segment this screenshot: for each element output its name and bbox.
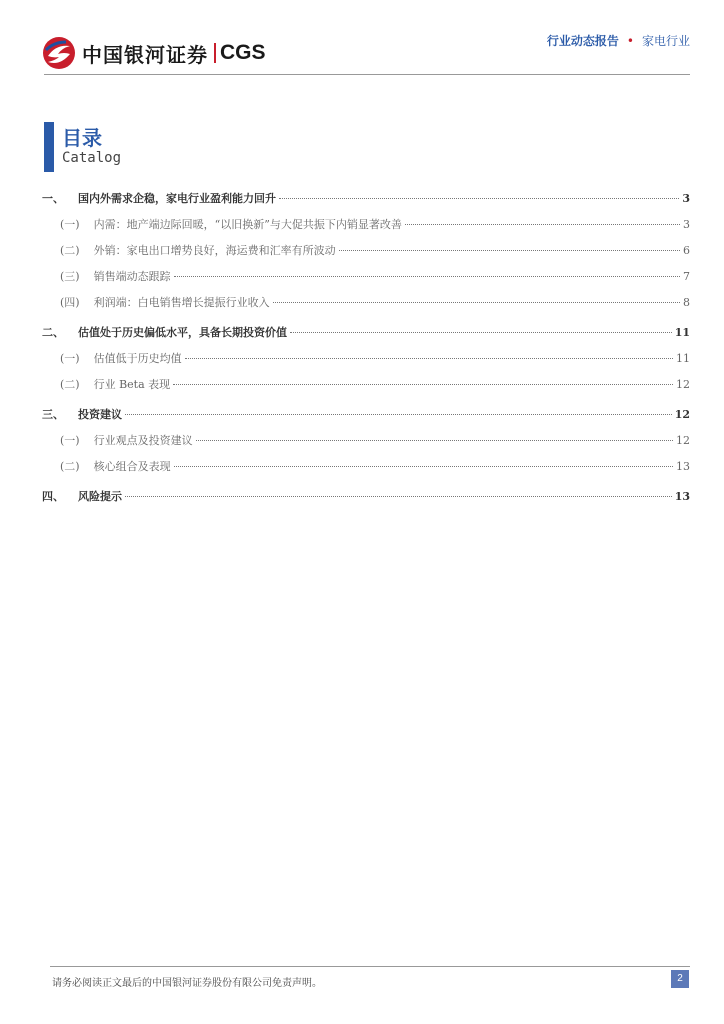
brand-logo xyxy=(42,36,266,70)
cgs-logo-icon xyxy=(42,36,76,70)
footer-divider xyxy=(50,966,690,967)
toc-section-entry[interactable] xyxy=(42,406,690,424)
toc-entry-number: (四) xyxy=(60,296,80,309)
toc-entry-number: (三) xyxy=(60,270,80,283)
toc-entry-number: 四、 xyxy=(42,490,64,503)
toc-entry-text: 国内外需求企稳，家电行业盈利能力回升 xyxy=(78,192,276,205)
toc-leader-dots xyxy=(174,466,673,467)
toc-subsection-entry[interactable] xyxy=(42,268,690,286)
toc-entry-number: (一) xyxy=(60,434,80,447)
toc-page-number: 7 xyxy=(683,270,690,283)
logo-cn-text: 中国银河证券 xyxy=(82,42,208,67)
industry-label: 家电行业 xyxy=(641,34,690,48)
toc-entry-text: 估值处于历史偏低水平，具备长期投资价值 xyxy=(78,326,287,339)
toc-entry-text: 利润端：白电销售增长提振行业收入 xyxy=(93,296,270,309)
toc-subsection-entry[interactable] xyxy=(42,242,690,260)
toc-leader-dots xyxy=(174,276,680,277)
catalog-subtitle: Catalog xyxy=(62,150,122,166)
toc-entry-text: 内需：地产端边际回暖，“以旧换新”与大促共振下内销显著改善 xyxy=(93,218,402,231)
toc-leader-dots xyxy=(125,414,672,415)
toc-page-number: 12 xyxy=(674,408,690,421)
toc-subsection-entry[interactable] xyxy=(42,216,690,234)
toc-page-number: 13 xyxy=(676,460,690,473)
toc-page-number: 8 xyxy=(683,296,690,309)
toc-entry-number: (二) xyxy=(60,378,80,391)
report-type-label xyxy=(547,32,690,49)
toc-entry-number: 二、 xyxy=(42,326,64,339)
toc-page-number: 6 xyxy=(683,244,690,257)
toc-leader-dots xyxy=(273,302,680,303)
header-separator-dot: • xyxy=(626,34,634,48)
toc-entry-text: 核心组合及表现 xyxy=(93,460,171,473)
toc-section-entry[interactable] xyxy=(42,488,690,506)
toc-entry-text: 风险提示 xyxy=(78,490,122,503)
toc-entry-number: (一) xyxy=(60,218,80,231)
toc-entry-text: 投资建议 xyxy=(78,408,122,421)
toc-entry-text: 行业 Beta 表现 xyxy=(93,378,171,391)
table-of-contents xyxy=(42,190,690,514)
catalog-title: 目录 xyxy=(62,126,102,150)
toc-entry-text: 行业观点及投资建议 xyxy=(93,434,193,447)
toc-entry-text: 外销：家电出口增势良好，海运费和汇率有所波动 xyxy=(93,244,336,257)
toc-subsection-entry[interactable] xyxy=(42,294,690,312)
toc-entry-text: 估值低于历史均值 xyxy=(93,352,182,365)
page-header xyxy=(0,0,724,80)
toc-section-entry[interactable] xyxy=(42,190,690,208)
toc-entry-number: (二) xyxy=(60,460,80,473)
toc-section-entry[interactable] xyxy=(42,324,690,342)
toc-page-number: 11 xyxy=(676,352,690,365)
toc-entry-number: (一) xyxy=(60,352,80,365)
toc-page-number: 3 xyxy=(683,218,690,231)
footer-disclaimer: 请务必阅读正文最后的中国银河证券股份有限公司免责声明。 xyxy=(52,978,322,989)
toc-page-number: 12 xyxy=(676,434,690,447)
toc-page-number: 12 xyxy=(676,378,690,391)
page-number: 2 xyxy=(671,970,689,988)
toc-subsection-entry[interactable] xyxy=(42,458,690,476)
toc-page-number: 11 xyxy=(674,326,690,339)
toc-leader-dots xyxy=(339,250,680,251)
logo-separator xyxy=(214,43,216,63)
toc-subsection-entry[interactable] xyxy=(42,350,690,368)
header-divider xyxy=(44,74,690,75)
toc-leader-dots xyxy=(173,384,673,385)
toc-leader-dots xyxy=(279,198,679,199)
report-type: 行业动态报告 xyxy=(546,34,619,48)
title-accent-bar xyxy=(44,122,54,172)
logo-en-text: CGS xyxy=(220,41,266,64)
toc-leader-dots xyxy=(405,224,680,225)
toc-entry-text: 销售端动态跟踪 xyxy=(93,270,171,283)
toc-subsection-entry[interactable] xyxy=(42,376,690,394)
toc-leader-dots xyxy=(290,332,672,333)
toc-entry-number: 三、 xyxy=(42,408,64,421)
toc-leader-dots xyxy=(125,496,672,497)
toc-leader-dots xyxy=(196,440,673,441)
toc-page-number: 13 xyxy=(674,490,690,503)
toc-page-number: 3 xyxy=(682,192,690,205)
toc-leader-dots xyxy=(185,358,673,359)
toc-entry-number: 一、 xyxy=(42,192,64,205)
toc-subsection-entry[interactable] xyxy=(42,432,690,450)
toc-entry-number: (二) xyxy=(60,244,80,257)
